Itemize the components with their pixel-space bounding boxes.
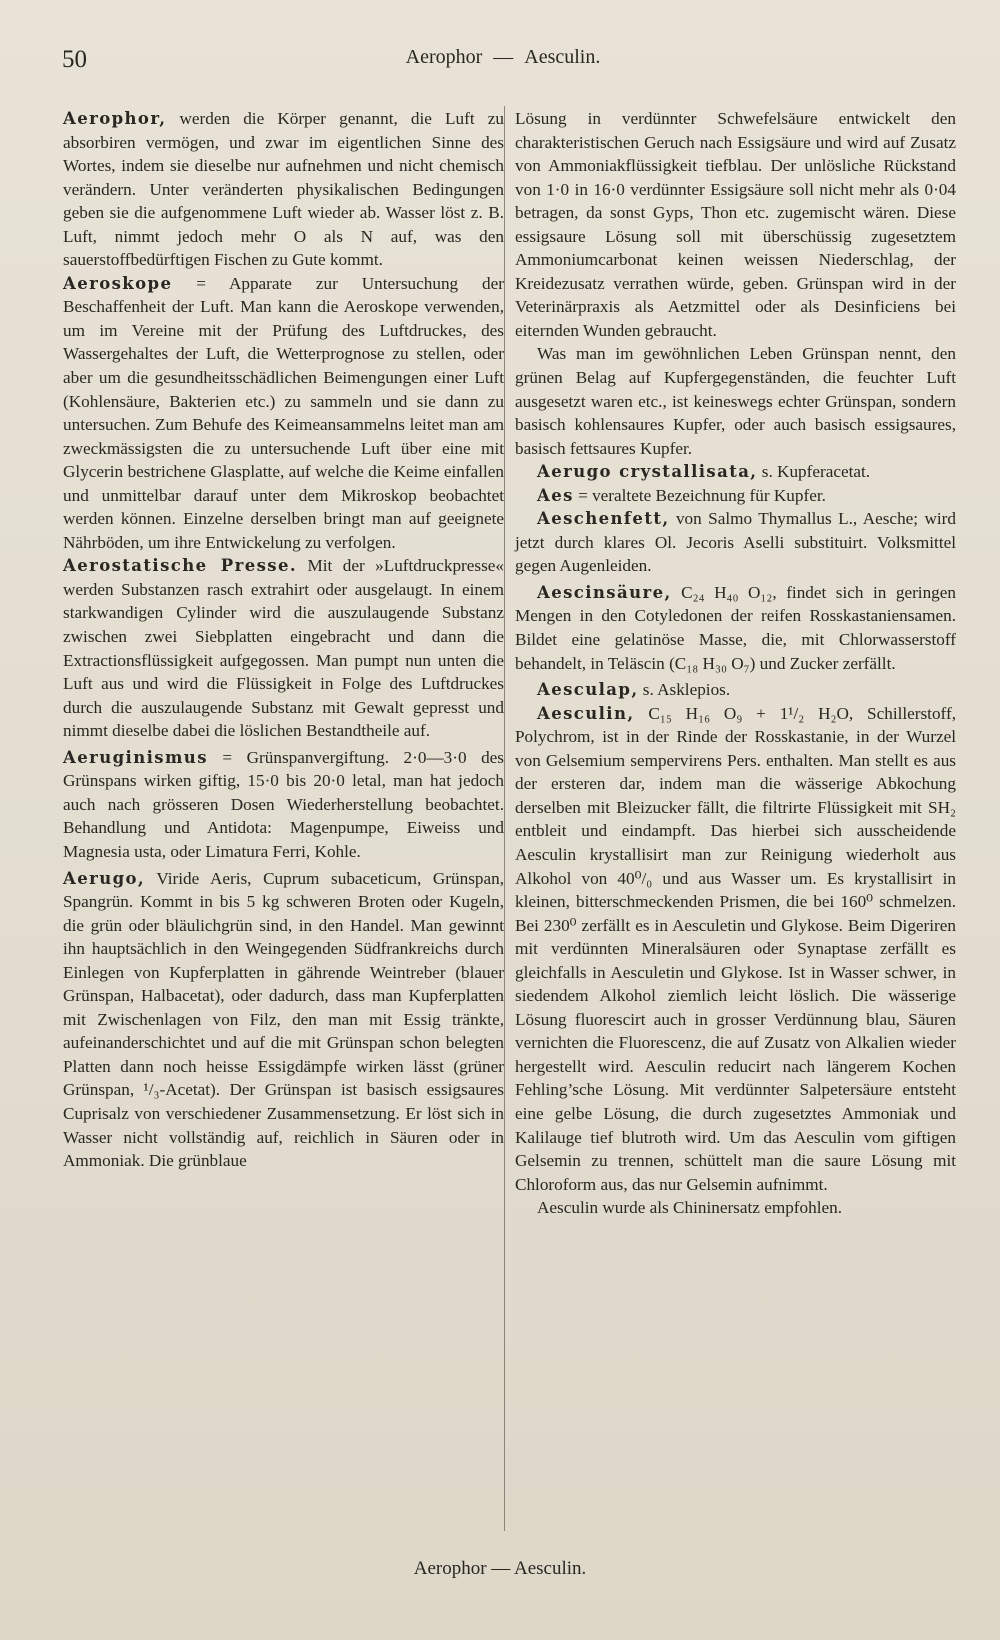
entry-keyword: Aes	[537, 485, 574, 505]
entry-text: Lösung in verdünnter Schwefelsäure entwickelt den charakteristischen Geruch nach Essigsäure und wird auf Zusatz von Ammoniakflüssigkeit tiefblau. Der unlösliche Rückstand von 1·0 in 16·0 verdünnter Essigsäure soll nicht mehr als 0·04 betragen, da sonst Gyps, Thon etc. zugemischt wären. Diese essigsaure Lösung soll mit überschüssig zugesetztem Ammoniumcarbonat keinen weissen Niederschlag, der Kreidezusatz verrathen würde, geben. Grünspan wird in der Veterinärpraxis als Aetzmittel oder als Desinficiens bei eiternden Wunden gebraucht.	[515, 109, 956, 340]
entry-text: = Grünspanvergiftung. 2·0—3·0 des Grünspans wirken giftig, 15·0 bis 20·0 letal, man hat jedoch auch nach grösseren Dosen Wiederherstellung beobachtet. Behandlung und Antidota: Magenpumpe, Eiweiss und Magnesia usta, oder Limatura Ferri, Kohle.	[63, 747, 504, 861]
entry	[515, 581, 956, 675]
entry	[515, 460, 956, 484]
paragraph	[515, 342, 956, 460]
left-column	[63, 107, 504, 1173]
entry-keyword: Aesculap,	[537, 680, 639, 700]
entry	[63, 867, 504, 1173]
entry-text: Viride Aeris, Cuprum subaceticum, Grünspan, Spangrün. Kommt in bis 5 kg schweren Broten oder Kugeln, die grün oder bläulichgrün sind, in den Handel. Man gewinnt ihn hauptsächlich in den Weingegenden Südfrankreichs durch Einlegen von Kupferplatten in gährende Weintreber (blauer Grünspan, Halbacetat), oder dadurch, dass man Kupferplatten mit Zwischenlagen von Filz, den man mit Essig tränkte, aufeinanderschichtet und auf die mit Grünspan schon belegten Platten dann noch heisse Essigdämpfe wirken lässt (grüner Grünspan, ¹/₃-Acetat). Der Grünspan ist basisch essigsaures Cuprisalz von verschiedener Zusammensetzung. Er löst sich in Wasser nicht vollständig auf, reichlich in Säuren oder in Ammoniak. Die grünblaue	[63, 868, 504, 1171]
running-footer-dash: —	[491, 1558, 511, 1579]
entry	[515, 507, 956, 578]
column-divider	[504, 106, 505, 1531]
entry-keyword: Aerugo crystallisata,	[537, 462, 758, 482]
entry	[515, 678, 956, 702]
entry	[63, 272, 504, 555]
entry-keyword: Aeruginismus	[63, 747, 208, 767]
running-footer	[0, 1558, 1000, 1580]
running-footer-left: Aerophor	[413, 1558, 487, 1579]
entry-text: = veraltete Bezeichnung für Kupfer.	[573, 485, 826, 505]
entry-keyword: Aerostatische Presse.	[63, 556, 298, 576]
entry-text: Aesculin wurde als Chininersatz empfohlen.	[537, 1198, 842, 1218]
entry-keyword: Aerugo,	[63, 868, 146, 888]
page-number: 50	[62, 46, 87, 73]
entry-text: C₂₄ H₄₀ O₁₂, findet sich in geringen Mengen in den Cotyledonen der reifen Rosskastaniensamen. Bildet eine gelatinöse Masse, die, mit Chlorwasserstoff behandelt, in Teläscin (C₁₈ H₃₀ O₇) und Zucker zerfällt.	[515, 582, 956, 673]
entry-text: C₁₅ H₁₆ O₉ + 1¹/₂ H₂O, Schillerstoff, Polychrom, ist in der Rinde der Rosskastanie, in der Wurzel von Gelsemium sempervirens Pers. enthalten. Man stellt es aus der ersteren dar, indem man die wässerige Abkochung derselben mit Bleizucker fällt, die filtrirte Flüssigkeit mit SH₂ entbleit und eindampft. Das hierbei sich ausscheidende Aesculin krystallisirt man zur Reinigung wiederholt aus Alkohol von 40⁰/₀ und aus Wasser um. Es krystallisirt in kleinen, bitterschmeckenden Prismen, die bei 160⁰ schmelzen. Bei 230⁰ zerfällt es in Aesculetin und Glykose. Beim Digeriren mit verdünnten Mineralsäuren oder Synaptase zerfällt es gleichfalls in Aesculetin und Glykose. Ist in Wasser schwer, in siedendem Alkohol ziemlich leicht löslich. Die wässerige Lösung fluorescirt auch in grosser Verdünnung blau, Säuren vernichten die Fluorescenz, die auf Zusatz von Alkalien wieder hergestellt wird. Aesculin reducirt nach längerem Kochen Fehling’sche Lösung. Mit verdünnter Salpetersäure entsteht eine gelbe Lösung, die durch zugesetztes Ammoniak und Kalilauge tief blutroth wird. Um das Aesculin vom giftigen Gelsemin zu trennen, schüttelt man die saure Lösung mit Chloroform aus, das nur Gelsemin aufnimmt.	[515, 703, 956, 1194]
entry-keyword: Aeroskope	[63, 273, 173, 293]
entry-text: Mit der »Luftdruckpresse« werden Substanzen rasch extrahirt oder ausgelaugt. In einem starkwandigen Cylinder wird die auszulaugende Substanz zwischen zwei Siebplatten eingebracht und dann die Extractionsflüssigkeit aufgegossen. Man pumpt nun unten die Luft aus und wird die Flüssigkeit in Folge des Luftdruckes durch die auszulaugende Substanz mit Gewalt gepresst und nimmt dieselbe dabei die löslichen Bestandtheile auf.	[63, 556, 504, 741]
entry-text: s. Asklepios.	[638, 680, 731, 700]
entry	[63, 746, 504, 864]
entry-keyword: Aescinsäure,	[537, 582, 672, 602]
entry-text: von Salmo Thymallus L., Aesche; wird jetzt durch klares Ol. Jecoris Aselli substituirt. Volksmittel gegen Augenleiden.	[515, 509, 956, 576]
running-header-dash: —	[493, 46, 514, 68]
entry-keyword: Aesculin,	[537, 703, 635, 723]
right-column	[515, 107, 956, 1220]
entry-continuation	[515, 107, 956, 342]
entry	[63, 554, 504, 742]
entry	[63, 107, 504, 272]
running-header	[0, 46, 1000, 69]
entry	[515, 702, 956, 1196]
running-footer-right: Aesculin.	[513, 1558, 587, 1579]
entry-text: werden die Körper genannt, die Luft zu absorbiren vermögen, und zwar im eigentlichen Sinne des Wortes, indem sie dieselbe nur aufnehmen und nicht chemisch verändern. Unter veränderten physikalischen Bedingungen geben sie die aufgenommene Luft wieder ab. Wasser löst z. B. Luft, nimmt jedoch mehr O als N auf, was den sauerstoffbedürftigen Fischen zu Gute kommt.	[63, 109, 504, 270]
running-header-right: Aesculin.	[524, 46, 601, 68]
entry-keyword: Aeschenfett,	[537, 509, 670, 529]
entry-text: s. Kupferacetat.	[757, 462, 871, 482]
entry-text: = Apparate zur Untersuchung der Beschaffenheit der Luft. Man kann die Aeroskope verwenden, um im Vereine mit der Prüfung des Luftdruckes, des Wassergehaltes der Luft, die Wetterprognose zu stellen, oder aber um die gesundheitsschädlichen Beimengungen einer Luft (Kohlensäure, Bakterien etc.) zu sammeln und sie dann zu untersuchen. Zum Behufe des Keimeansammelns leitet man am zweckmässigsten die zu untersuchende Luft über eine mit Glycerin bestrichene Glasplatte, auf welche die Keime einfallen und unmittelbar darauf unter dem Mikroskop beobachtet werden können. Einzelne derselben bringt man auf geeignete Nährböden, um ihre Entwickelung zu verfolgen.	[63, 273, 504, 552]
entry-text: Was man im gewöhnlichen Leben Grünspan nennt, den grünen Belag auf Kupfergegenständen, die feuchter Luft ausgesetzt waren etc., ist keineswegs echter Grünspan, sondern basisch kohlensaures Kupfer, oder auch basisch essigsaures, basisch fettsaures Kupfer.	[515, 344, 956, 458]
entry	[515, 484, 956, 508]
running-header-left: Aerophor	[405, 46, 483, 68]
paragraph	[515, 1196, 956, 1220]
entry-keyword: Aerophor,	[63, 109, 167, 128]
